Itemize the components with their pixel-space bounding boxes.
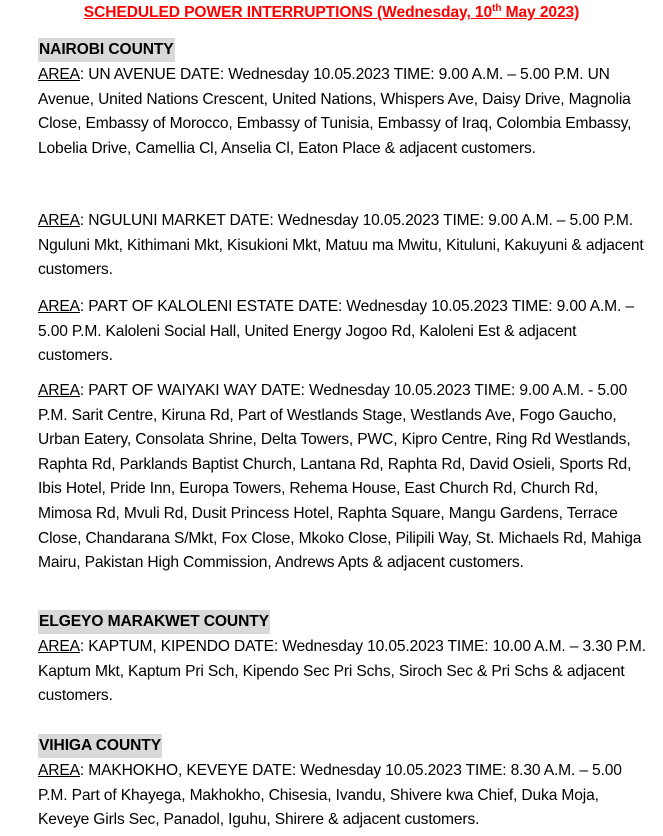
area-notice: AREA: PART OF KALOLENI ESTATE DATE: Wednesday 10.05.2023 TIME: 9.00 A.M. – 5.00 P.M. Kaloleni Social Hall, United Energy Jogoo Rd, Kaloleni Est & adjacent customers. [38, 298, 634, 365]
page-title [0, 4, 663, 22]
area-details: MAKHOKHO, KEVEYE DATE: Wednesday 10.05.2023 TIME: 8.30 A.M. – 5.00 P.M. Part of Khayega, Makhokho, Chisesia, Ivandu, Shivere kwa Chief, Duka Moja, Keveye Girls Sec, Panadol, Iguhu, Shirere & adjacent customers. [38, 762, 622, 829]
area-label: AREA [38, 298, 80, 315]
area-details: PART OF WAIYAKI WAY DATE: Wednesday 10.05.2023 TIME: 9.00 A.M. - 5.00 P.M. Sarit Centre, Kiruna Rd, Part of Westlands Stage, Westlands Ave, Fogo Gaucho, Urban Eatery, Consolata Shrine, Delta Towers, PWC, Kipro Centre, Ring Rd Westlands, Raphta Rd, Parklands Baptist Church, Lantana Rd, Raphta Rd, David Osieli, Sports Rd, Ibis Hotel, Pride Inn, Europa Towers, Rehema House, East Church Rd, Church Rd, Mimosa Rd, Mvuli Rd, Dusit Princess Hotel, Raphta Square, Mangu Gardens, Terrace Close, Chandarana S/Mkt, Fox Close, Mkoko Close, Pilipili Way, St. Michaels Rd, Mahiga Mairu, Pakistan High Commission, Andrews Apts & adjacent customers. [38, 382, 642, 572]
area-notice: AREA: PART OF WAIYAKI WAY DATE: Wednesday 10.05.2023 TIME: 9.00 A.M. - 5.00 P.M. Sarit Centre, Kiruna Rd, Part of Westlands Stage, Westlands Ave, Fogo Gaucho, Urban Eatery, Consolata Shrine, Delta Towers, PWC, Kipro Centre, Ring Rd Westlands, Raphta Rd, Parklands Baptist Church, Lantana Rd, Raphta Rd, David Osieli, Sports Rd, Ibis Hotel, Pride Inn, Europa Towers, Rehema House, East Church Rd, Church Rd, Mimosa Rd, Mvuli Rd, Dusit Princess Hotel, Raphta Square, Mangu Gardens, Terrace Close, Chandarana S/Mkt, Fox Close, Mkoko Close, Pilipili Way, St. Michaels Rd, Mahiga Mairu, Pakistan High Commission, Andrews Apts & adjacent customers. [38, 382, 642, 572]
area-notice: AREA: UN AVENUE DATE: Wednesday 10.05.2023 TIME: 9.00 A.M. – 5.00 P.M. UN Avenue, United Nations Crescent, United Nations, Whispers Ave, Daisy Drive, Magnolia Close, Embassy of Morocco, Embassy of Tunisia, Embassy of Iraq, Colombia Embassy, Lobelia Drive, Camellia Cl, Anselia Cl, Eaton Place & adjacent customers. [38, 66, 632, 157]
county-heading-nairobi: NAIROBI COUNTY [38, 38, 175, 62]
area-label: AREA [38, 762, 80, 779]
area-details: NGULUNI MARKET DATE: Wednesday 10.05.2023 TIME: 9.00 A.M. – 5.00 P.M. Nguluni Mkt, Kithimani Mkt, Kisukioni Mkt, Matuu ma Mwitu, Kituluni, Kakuyuni & adjacent customers. [38, 212, 644, 279]
area-details: PART OF KALOLENI ESTATE DATE: Wednesday 10.05.2023 TIME: 9.00 A.M. – 5.00 P.M. Kaloleni Social Hall, United Energy Jogoo Rd, Kaloleni Est & adjacent customers. [38, 298, 634, 365]
area-notice: AREA: MAKHOKHO, KEVEYE DATE: Wednesday 10.05.2023 TIME: 8.30 A.M. – 5.00 P.M. Part of Khayega, Makhokho, Chisesia, Ivandu, Shivere kwa Chief, Duka Moja, Keveye Girls Sec, Panadol, Iguhu, Shirere & adjacent customers. [38, 762, 622, 829]
area-label: AREA [38, 212, 80, 229]
area-details: KAPTUM, KIPENDO DATE: Wednesday 10.05.2023 TIME: 10.00 A.M. – 3.30 P.M. Kaptum Mkt, Kaptum Pri Sch, Kipendo Sec Pri Schs, Siroch Sec & Pri Schs & adjacent customers. [38, 638, 646, 705]
title-text-start: SCHEDULED POWER INTERRUPTIONS (Wednesday, 10 [83, 4, 493, 21]
title-ordinal-suffix: th [492, 2, 502, 14]
area-notice: AREA: KAPTUM, KIPENDO DATE: Wednesday 10.05.2023 TIME: 10.00 A.M. – 3.30 P.M. Kaptum Mkt, Kaptum Pri Sch, Kipendo Sec Pri Schs, Siroch Sec & Pri Schs & adjacent customers. [38, 638, 646, 705]
county-heading-vihiga: VIHIGA COUNTY [38, 734, 162, 758]
area-label: AREA [38, 638, 80, 655]
area-label: AREA [38, 382, 80, 399]
area-label: AREA [38, 66, 80, 83]
area-details: UN AVENUE DATE: Wednesday 10.05.2023 TIME: 9.00 A.M. – 5.00 P.M. UN Avenue, United Nations Crescent, United Nations, Whispers Ave, Daisy Drive, Magnolia Close, Embassy of Morocco, Embassy of Tunisia, Embassy of Iraq, Colombia Embassy, Lobelia Drive, Camellia Cl, Anselia Cl, Eaton Place & adjacent customers. [38, 66, 632, 157]
area-notice: AREA: NGULUNI MARKET DATE: Wednesday 10.05.2023 TIME: 9.00 A.M. – 5.00 P.M. Nguluni Mkt, Kithimani Mkt, Kisukioni Mkt, Matuu ma Mwitu, Kituluni, Kakuyuni & adjacent customers. [38, 212, 644, 279]
county-heading-elgeyo-marakwet: ELGEYO MARAKWET COUNTY [38, 610, 270, 634]
title-text-end: May 2023) [501, 4, 580, 21]
